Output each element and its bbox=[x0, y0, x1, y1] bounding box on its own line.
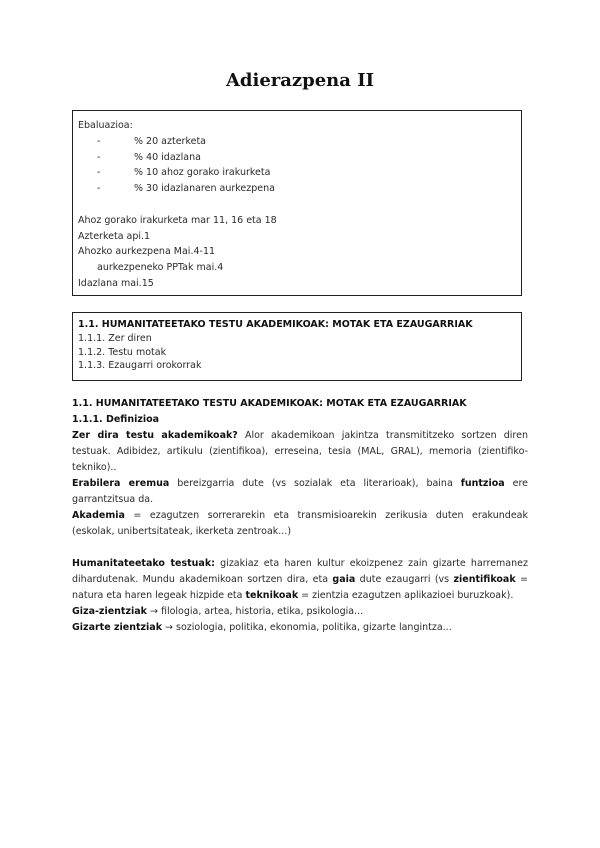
evaluation-box bbox=[72, 110, 522, 296]
paragraph: Humanitateetako testuak: gizakiaz eta haren kultur ekoizpenez zain gizarte harremanez dihardutenak. Mundu akademikoan sortzen dira, eta gaia dute ezaugarri (vs zientifikoak = natura eta haren legeak hizpide eta teknikoak = zientzia ezagutzen aplikazioei buruzkoak). bbox=[72, 558, 529, 601]
schedule-line: Ahoz gorako irakurketa mar 11, 16 eta 18 bbox=[78, 214, 277, 226]
list-item: - % 30 idazlanaren aurkezpena bbox=[97, 183, 275, 195]
toc-box bbox=[72, 312, 522, 381]
schedule-line: aurkezpeneko PPTak mai.4 bbox=[97, 262, 224, 274]
list-item: - % 20 azterketa bbox=[97, 135, 206, 147]
toc-item: 1.1.2. Testu motak bbox=[78, 346, 167, 358]
paragraph: Zer dira testu akademikoak? Alor akademikoan jakintza transmititzeko sortzen diren testuak. Adibidez, artikulu (zientifikoa), erreseina, tesia (MAL, GRAL), memoria (zientifiko-tekniko).. bbox=[72, 430, 528, 473]
subsection-heading: 1.1.1. Definizioa bbox=[72, 414, 160, 425]
schedule-line: Idazlana mai.15 bbox=[78, 277, 154, 289]
toc-item: 1.1.3. Ezaugarri orokorrak bbox=[78, 360, 202, 372]
paragraph: Gizarte zientziak → soziologia, politika, ekonomia, politika, gizarte langintza... bbox=[72, 622, 452, 633]
schedule-line: Azterketa api.1 bbox=[78, 230, 151, 242]
evaluation-list bbox=[78, 134, 516, 197]
section-heading: 1.1. HUMANITATEETAKO TESTU AKADEMIKOAK: MOTAK ETA EZAUGARRIAK bbox=[72, 398, 467, 409]
list-item: - % 40 idazlana bbox=[97, 151, 201, 163]
document-title: Adierazpena II bbox=[225, 70, 375, 91]
toc-heading: 1.1. HUMANITATEETAKO TESTU AKADEMIKOAK: MOTAK ETA EZAUGARRIAK bbox=[78, 319, 473, 330]
list-item: - % 10 ahoz gorako irakurketa bbox=[97, 167, 271, 179]
schedule-line: Ahozko aurkezpena Mai.4-11 bbox=[78, 246, 216, 258]
paragraph: Giza-zientziak → filologia, artea, historia, etika, psikologia... bbox=[72, 606, 364, 617]
main-content bbox=[72, 396, 528, 636]
evaluation-heading: Ebaluazioa: bbox=[78, 120, 133, 131]
paragraph: Akademia = ezagutzen sorrerarekin eta transmisioarekin zerikusia duten erakundeak (eskolak, unibertsitateak, ikerketa zentroak...) bbox=[72, 510, 528, 537]
toc-item: 1.1.1. Zer diren bbox=[78, 332, 152, 344]
paragraph: Erabilera eremua bereizgarria dute (vs sozialak eta literarioak), baina funtzioa ere garrantzitsua da. bbox=[72, 478, 529, 505]
